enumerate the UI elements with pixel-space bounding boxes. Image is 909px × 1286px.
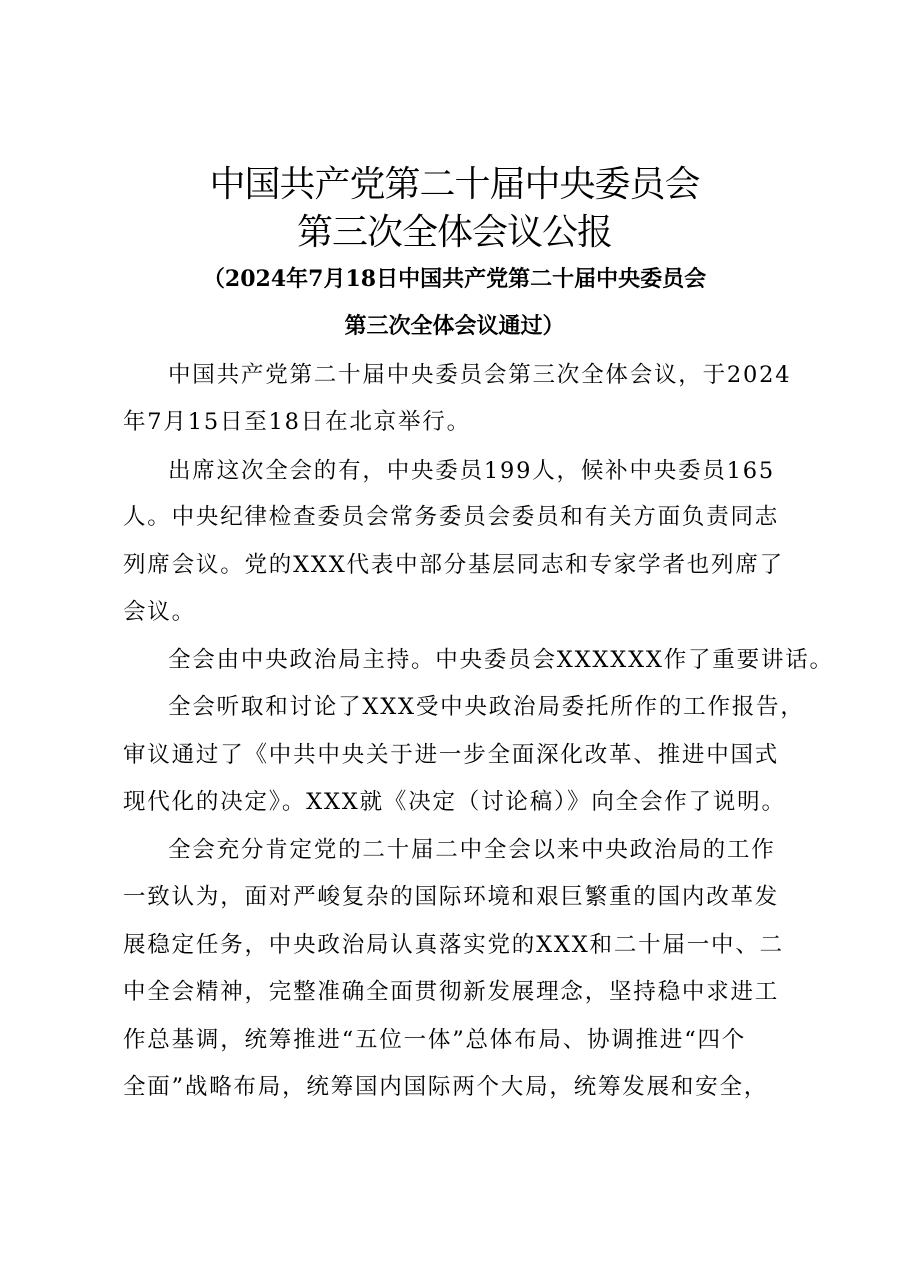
paragraph-1-line-1: 中国共产党第二十届中央委员会第三次全体会议，于2024 [168, 362, 792, 388]
paragraph-4-line-3: 现代化的决定》。XXX就《决定（讨论稿）》向全会作了说明。 [123, 789, 786, 815]
paragraph-5-line-3: 展稳定任务，中央政治局认真落实党的XXX和二十届一中、二 [123, 932, 784, 958]
paragraph-5-line-4: 中全会精神，完整准确全面贯彻新发展理念，坚持稳中求进工 [123, 979, 780, 1005]
paragraph-5-line-1: 全会充分肯定党的二十届二中全会以来中央政治局的工作 [168, 837, 776, 863]
paragraph-5-line-5: 作总基调，统筹推进“五位一体”总体布局、协调推进“四个 [123, 1027, 747, 1053]
paragraph-4-line-2: 审议通过了《中共中央关于进一步全面深化改革、推进中国式 [123, 742, 780, 768]
document-title-line-1: 中国共产党第二十届中央委员会 [209, 164, 700, 205]
document-subtitle-line-1: （2024年7月18日中国共产党第二十届中央委员会 [202, 266, 707, 292]
paragraph-2-line-4: 会议。 [123, 599, 196, 625]
paragraph-2-line-3: 列席会议。党的XXX代表中部分基层同志和专家学者也列席了 [123, 552, 784, 578]
paragraph-5-line-6: 全面”战略布局，统筹国内国际两个大局，统筹发展和安全， [123, 1074, 769, 1100]
paragraph-1-line-2: 年7月15日至18日在北京举行。 [123, 409, 471, 435]
document-subtitle-line-2: 第三次全体会议通过） [344, 313, 565, 339]
paragraph-3-line-1: 全会由中央政治局主持。中央委员会XXXXXX作了重要讲话。 [168, 647, 834, 673]
paragraph-5-line-2: 一致认为，面对严峻复杂的国际环境和艰巨繁重的国内改革发 [123, 884, 780, 910]
document-title-line-2: 第三次全体会议公报 [296, 212, 612, 253]
paragraph-2-line-1: 出席这次全会的有，中央委员199人，候补中央委员165 [168, 458, 775, 484]
paragraph-2-line-2: 人。中央纪律检查委员会常务委员会委员和有关方面负责同志 [123, 504, 780, 530]
paragraph-4-line-1: 全会听取和讨论了XXX受中央政治局委托所作的工作报告， [168, 694, 805, 720]
